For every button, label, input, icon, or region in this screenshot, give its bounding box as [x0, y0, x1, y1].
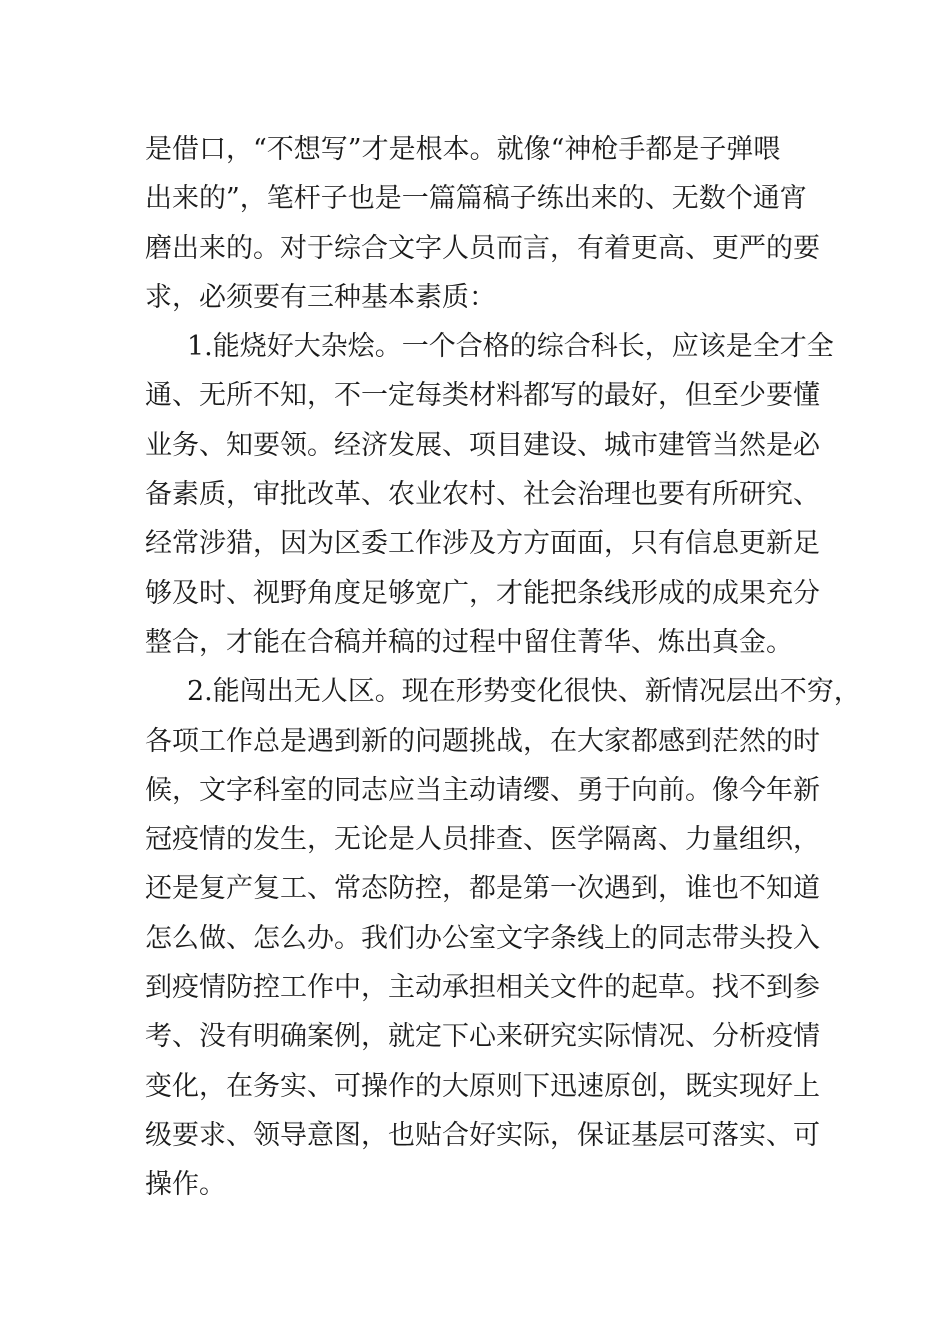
text-line: 考、没有明确案例，就定下心来研究实际情况、分析疫情	[145, 1021, 820, 1053]
text-line: 级要求、领导意图，也贴合好实际，保证基层可落实、可	[145, 1119, 820, 1151]
paragraph-first-line: 1.能烧好大杂烩。一个合格的综合科长，应该是全才全	[187, 331, 834, 363]
text-line: 还是复产复工、常态防控，都是第一次遇到，谁也不知道	[145, 873, 820, 905]
text-line: 备素质，审批改革、农业农村、社会治理也要有所研究、	[145, 479, 820, 511]
text-line: 是借口，“不想写”才是根本。就像“神枪手都是子弹喂	[145, 134, 781, 165]
text-line: 到疫情防控工作中，主动承担相关文件的起草。找不到参	[145, 972, 820, 1004]
text-line: 够及时、视野角度足够宽广，才能把条线形成的成果充分	[145, 577, 820, 609]
text-line: 整合，才能在合稿并稿的过程中留住菁华、炼出真金。	[145, 626, 793, 658]
text-line: 候，文字科室的同志应当主动请缨、勇于向前。像今年新	[145, 774, 820, 806]
text-line: 业务、知要领。经济发展、项目建设、城市建管当然是必	[145, 429, 820, 461]
text-line: 出来的”，笔杆子也是一篇篇稿子练出来的、无数个通宵	[145, 183, 807, 215]
text-line: 各项工作总是遇到新的问题挑战，在大家都感到茫然的时	[145, 725, 820, 757]
text-line: 操作。	[145, 1169, 226, 1201]
text-line: 磨出来的。对于综合文字人员而言，有着更高、更严的要	[145, 232, 820, 264]
text-line: 冠疫情的发生，无论是人员排查、医学隔离、力量组织，	[145, 824, 820, 856]
text-line: 怎么做、怎么办。我们办公室文字条线上的同志带头投入	[145, 922, 820, 954]
text-line: 变化，在务实、可操作的大原则下迅速原创，既实现好上	[145, 1070, 820, 1102]
text-line: 经常涉猎，因为区委工作涉及方方面面，只有信息更新足	[145, 528, 820, 560]
text-line: 求，必须要有三种基本素质：	[145, 281, 496, 313]
text-line: 通、无所不知，不一定每类材料都写的最好，但至少要懂	[145, 380, 820, 412]
paragraph-first-line: 2.能闯出无人区。现在形势变化很快、新情况层出不穷，	[187, 676, 861, 708]
body-text	[145, 125, 861, 1210]
